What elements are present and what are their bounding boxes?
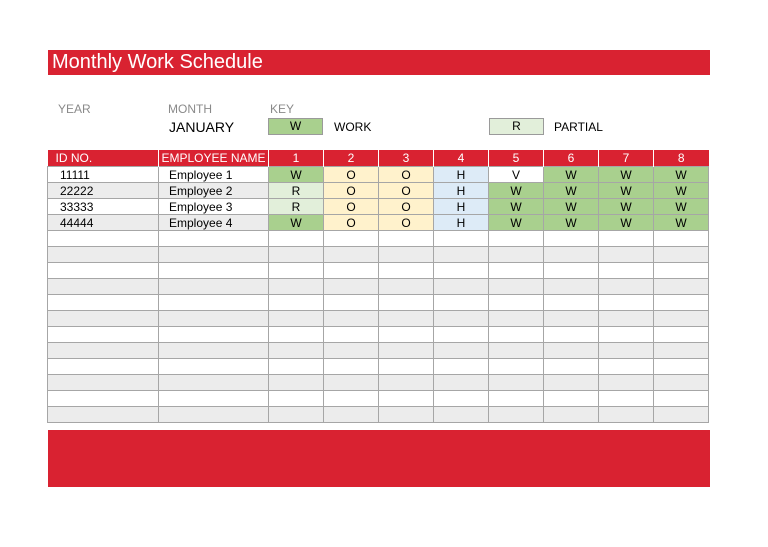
key-work-label: WORK <box>334 120 372 134</box>
empty-cell[interactable] <box>159 343 269 359</box>
empty-cell[interactable] <box>324 327 379 343</box>
empty-cell[interactable] <box>489 295 544 311</box>
key-work-swatch: W <box>268 118 323 135</box>
empty-cell[interactable] <box>654 407 709 423</box>
empty-cell[interactable] <box>379 343 434 359</box>
empty-cell[interactable] <box>654 359 709 375</box>
empty-cell[interactable] <box>48 279 159 295</box>
empty-cell[interactable] <box>324 263 379 279</box>
empty-cell[interactable] <box>379 295 434 311</box>
empty-cell[interactable] <box>48 391 159 407</box>
col-header-id: ID NO. <box>48 150 159 167</box>
col-header-day-3: 3 <box>379 150 434 167</box>
day-6-cell[interactable]: W <box>544 215 599 231</box>
table-row <box>48 215 709 231</box>
empty-cell[interactable] <box>489 279 544 295</box>
empty-cell[interactable] <box>654 343 709 359</box>
col-header-day-4: 4 <box>434 150 489 167</box>
empty-cell[interactable] <box>599 391 654 407</box>
day-6-cell[interactable]: W <box>544 167 599 183</box>
empty-cell[interactable] <box>324 231 379 247</box>
day-3-cell[interactable]: O <box>379 167 434 183</box>
day-1-cell[interactable]: R <box>269 199 324 215</box>
empty-cell[interactable] <box>489 263 544 279</box>
empty-cell[interactable] <box>544 231 599 247</box>
empty-cell[interactable] <box>269 295 324 311</box>
empty-cell[interactable] <box>324 391 379 407</box>
empty-cell[interactable] <box>654 375 709 391</box>
empty-cell[interactable] <box>379 231 434 247</box>
day-7-cell[interactable]: W <box>599 167 654 183</box>
empty-cell[interactable] <box>269 343 324 359</box>
col-header-day-5: 5 <box>489 150 544 167</box>
day-4-cell[interactable]: H <box>434 183 489 199</box>
month-label: MONTH <box>168 102 212 116</box>
empty-cell[interactable] <box>434 407 489 423</box>
key-label: KEY <box>270 102 295 116</box>
empty-cell[interactable] <box>434 391 489 407</box>
empty-cell[interactable] <box>434 247 489 263</box>
day-3-cell[interactable]: O <box>379 183 434 199</box>
empty-cell[interactable] <box>489 407 544 423</box>
empty-cell[interactable] <box>269 279 324 295</box>
empty-cell[interactable] <box>489 375 544 391</box>
col-header-day-6: 6 <box>544 150 599 167</box>
empty-cell[interactable] <box>434 279 489 295</box>
empty-cell[interactable] <box>654 295 709 311</box>
empty-cell[interactable] <box>159 279 269 295</box>
empty-cell[interactable] <box>159 247 269 263</box>
empty-cell[interactable] <box>654 391 709 407</box>
empty-cell[interactable] <box>324 247 379 263</box>
day-5-cell[interactable]: W <box>489 183 544 199</box>
empty-cell[interactable] <box>599 279 654 295</box>
month-value[interactable]: JANUARY <box>169 119 235 135</box>
empty-cell[interactable] <box>544 407 599 423</box>
id-cell[interactable]: 33333 <box>48 199 159 215</box>
empty-cell[interactable] <box>599 343 654 359</box>
empty-cell[interactable] <box>544 359 599 375</box>
empty-cell[interactable] <box>48 263 159 279</box>
day-8-cell[interactable]: W <box>654 183 709 199</box>
employee-name-cell[interactable]: Employee 3 <box>159 199 269 215</box>
empty-cell[interactable] <box>324 375 379 391</box>
employee-name-cell[interactable]: Employee 2 <box>159 183 269 199</box>
empty-row <box>48 311 709 327</box>
empty-cell[interactable] <box>489 327 544 343</box>
day-4-cell[interactable]: H <box>434 167 489 183</box>
id-cell[interactable]: 11111 <box>48 167 159 183</box>
year-label: YEAR <box>58 102 91 116</box>
empty-cell[interactable] <box>269 311 324 327</box>
empty-row <box>48 295 709 311</box>
empty-cell[interactable] <box>599 263 654 279</box>
empty-cell[interactable] <box>654 311 709 327</box>
empty-cell[interactable] <box>544 375 599 391</box>
empty-cell[interactable] <box>379 263 434 279</box>
empty-cell[interactable] <box>269 407 324 423</box>
empty-cell[interactable] <box>48 247 159 263</box>
empty-cell[interactable] <box>434 231 489 247</box>
empty-cell[interactable] <box>544 295 599 311</box>
table-row <box>48 167 709 183</box>
empty-cell[interactable] <box>324 279 379 295</box>
empty-cell[interactable] <box>159 407 269 423</box>
empty-cell[interactable] <box>159 295 269 311</box>
empty-cell[interactable] <box>379 407 434 423</box>
empty-cell[interactable] <box>269 359 324 375</box>
empty-cell[interactable] <box>324 343 379 359</box>
empty-cell[interactable] <box>379 247 434 263</box>
empty-cell[interactable] <box>269 231 324 247</box>
empty-cell[interactable] <box>489 359 544 375</box>
empty-cell[interactable] <box>599 311 654 327</box>
col-header-name: EMPLOYEE NAME <box>159 150 269 167</box>
empty-cell[interactable] <box>324 295 379 311</box>
empty-cell[interactable] <box>48 295 159 311</box>
day-3-cell[interactable]: O <box>379 215 434 231</box>
empty-cell[interactable] <box>489 343 544 359</box>
day-7-cell[interactable]: W <box>599 215 654 231</box>
empty-cell[interactable] <box>379 327 434 343</box>
empty-cell[interactable] <box>599 375 654 391</box>
empty-cell[interactable] <box>434 311 489 327</box>
empty-cell[interactable] <box>269 391 324 407</box>
day-1-cell[interactable]: W <box>269 167 324 183</box>
empty-cell[interactable] <box>324 311 379 327</box>
empty-cell[interactable] <box>434 295 489 311</box>
empty-cell[interactable] <box>48 359 159 375</box>
day-1-cell[interactable]: W <box>269 215 324 231</box>
empty-cell[interactable] <box>544 327 599 343</box>
col-header-day-1: 1 <box>269 150 324 167</box>
empty-row <box>48 279 709 295</box>
empty-cell[interactable] <box>434 327 489 343</box>
empty-cell[interactable] <box>434 359 489 375</box>
footer-bar <box>48 430 710 487</box>
empty-cell[interactable] <box>379 311 434 327</box>
empty-cell[interactable] <box>599 359 654 375</box>
empty-cell[interactable] <box>324 359 379 375</box>
key-partial-swatch: R <box>489 118 544 135</box>
empty-cell[interactable] <box>269 247 324 263</box>
empty-cell[interactable] <box>654 247 709 263</box>
empty-cell[interactable] <box>599 231 654 247</box>
empty-cell[interactable] <box>159 263 269 279</box>
day-6-cell[interactable]: W <box>544 199 599 215</box>
table-row <box>48 183 709 199</box>
day-4-cell[interactable]: H <box>434 199 489 215</box>
day-2-cell[interactable]: O <box>324 199 379 215</box>
empty-cell[interactable] <box>599 295 654 311</box>
empty-cell[interactable] <box>48 327 159 343</box>
day-2-cell[interactable]: O <box>324 167 379 183</box>
empty-cell[interactable] <box>159 359 269 375</box>
day-3-cell[interactable]: O <box>379 199 434 215</box>
empty-cell[interactable] <box>434 263 489 279</box>
id-cell[interactable]: 22222 <box>48 183 159 199</box>
schedule-table <box>47 150 709 423</box>
day-2-cell[interactable]: O <box>324 215 379 231</box>
empty-cell[interactable] <box>159 231 269 247</box>
empty-cell[interactable] <box>544 263 599 279</box>
empty-row <box>48 375 709 391</box>
empty-cell[interactable] <box>544 279 599 295</box>
empty-cell[interactable] <box>654 231 709 247</box>
empty-cell[interactable] <box>489 231 544 247</box>
empty-cell[interactable] <box>434 375 489 391</box>
empty-row <box>48 343 709 359</box>
col-header-day-7: 7 <box>599 150 654 167</box>
empty-cell[interactable] <box>654 279 709 295</box>
header-row <box>48 150 709 167</box>
day-7-cell[interactable]: W <box>599 183 654 199</box>
empty-cell[interactable] <box>324 407 379 423</box>
empty-cell[interactable] <box>654 263 709 279</box>
empty-cell[interactable] <box>269 375 324 391</box>
empty-cell[interactable] <box>379 359 434 375</box>
empty-cell[interactable] <box>379 279 434 295</box>
day-1-cell[interactable]: R <box>269 183 324 199</box>
id-cell[interactable]: 44444 <box>48 215 159 231</box>
day-2-cell[interactable]: O <box>324 183 379 199</box>
empty-cell[interactable] <box>599 407 654 423</box>
empty-cell[interactable] <box>544 343 599 359</box>
empty-cell[interactable] <box>489 247 544 263</box>
empty-row <box>48 231 709 247</box>
empty-cell[interactable] <box>654 327 709 343</box>
day-8-cell[interactable]: W <box>654 199 709 215</box>
day-5-cell[interactable]: W <box>489 215 544 231</box>
empty-cell[interactable] <box>269 263 324 279</box>
empty-cell[interactable] <box>489 311 544 327</box>
table-row <box>48 199 709 215</box>
empty-cell[interactable] <box>379 375 434 391</box>
empty-cell[interactable] <box>159 311 269 327</box>
empty-cell[interactable] <box>434 343 489 359</box>
empty-cell[interactable] <box>544 247 599 263</box>
empty-row <box>48 247 709 263</box>
empty-cell[interactable] <box>269 327 324 343</box>
empty-row <box>48 359 709 375</box>
empty-row <box>48 391 709 407</box>
key-partial-label: PARTIAL <box>554 120 603 134</box>
col-header-day-2: 2 <box>324 150 379 167</box>
empty-cell[interactable] <box>544 391 599 407</box>
day-8-cell[interactable]: W <box>654 167 709 183</box>
empty-row <box>48 407 709 423</box>
empty-cell[interactable] <box>48 407 159 423</box>
col-header-day-8: 8 <box>654 150 709 167</box>
empty-cell[interactable] <box>599 327 654 343</box>
empty-cell[interactable] <box>599 247 654 263</box>
day-8-cell[interactable]: W <box>654 215 709 231</box>
day-6-cell[interactable]: W <box>544 183 599 199</box>
day-5-cell[interactable]: V <box>489 167 544 183</box>
empty-cell[interactable] <box>48 311 159 327</box>
day-7-cell[interactable]: W <box>599 199 654 215</box>
day-4-cell[interactable]: H <box>434 215 489 231</box>
empty-cell[interactable] <box>159 327 269 343</box>
day-5-cell[interactable]: W <box>489 199 544 215</box>
empty-cell[interactable] <box>159 391 269 407</box>
empty-cell[interactable] <box>48 231 159 247</box>
empty-cell[interactable] <box>544 311 599 327</box>
empty-cell[interactable] <box>48 343 159 359</box>
empty-cell[interactable] <box>48 375 159 391</box>
empty-row <box>48 327 709 343</box>
employee-name-cell[interactable]: Employee 4 <box>159 215 269 231</box>
empty-cell[interactable] <box>489 391 544 407</box>
page-title: Monthly Work Schedule <box>48 50 710 75</box>
empty-cell[interactable] <box>379 391 434 407</box>
empty-cell[interactable] <box>159 375 269 391</box>
employee-name-cell[interactable]: Employee 1 <box>159 167 269 183</box>
empty-row <box>48 263 709 279</box>
